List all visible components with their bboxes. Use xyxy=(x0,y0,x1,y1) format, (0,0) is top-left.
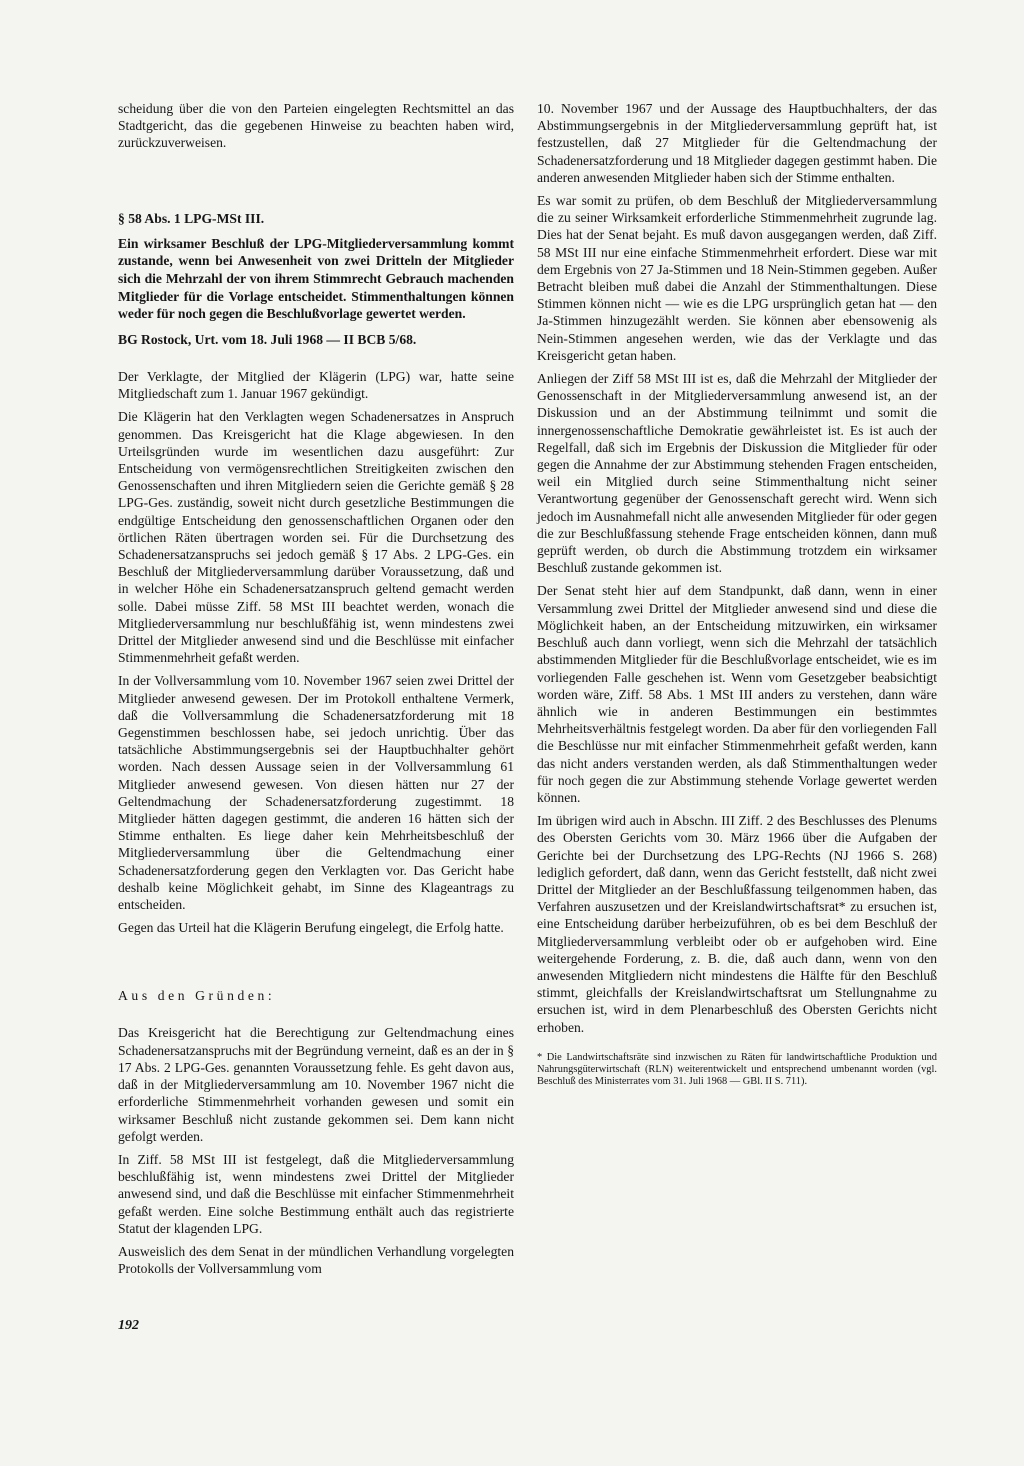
paragraph: Das Kreisgericht hat die Berechtigung zur Geltendmachung eines Schadenersatzanspruchs mit der Begründung verneint, daß es an der in § 17 Abs. 2 LPG-Ges. genannten Voraussetzung fehle. Es geht davon aus, daß in der Mitgliederversammlung am 10. November 1967 nicht die erforderliche Stimmenmehrheit vorhanden gewesen und somit ein wirksamer Beschluß nicht zustande gekommen sei. Dem kann nicht gefolgt werden. xyxy=(118,1025,514,1144)
page-number: 192 xyxy=(118,1318,139,1333)
paragraph: Anliegen der Ziff 58 MSt III ist es, daß die Mehrzahl der Mitglieder der Genossenschaft in der Mitgliederversammlung anwesend ist, an der Diskussion und an der Abstimmung teilnimmt und somit die innergenossenschaftliche Demokratie gewährleistet ist. Es ist auch der Regelfall, daß sich im Ergebnis der Diskussion die Mitglieder für oder gegen die Annahme der zur Abstimmung stehenden Fragen entscheiden, weil ein Mitglied durch seine Stimmenthaltung nicht seiner Verantwortung gegenüber der Genossenschaft gerecht wird. Wenn sich jedoch im Ausnahmefall nicht alle anwesenden Mitglieder für oder gegen die zur Beschlußfassung stehende Frage entscheiden können, dann muß geprüft werden, ob durch die Abstimmung trotzdem ein wirksamer Beschluß zustande gekommen ist. xyxy=(537,371,937,576)
section-heading: § 58 Abs. 1 LPG-MSt III. xyxy=(118,210,265,226)
paragraph: Im übrigen wird auch in Abschn. III Ziff. 2 des Beschlusses des Plenums des Obersten Gerichts vom 30. März 1966 über die Aufgaben der Gerichte bei der Durchsetzung des LPG-Rechts (NJ 1966 S. 268) lediglich gefordert, daß dann, wenn das Gericht feststellt, daß nicht zwei Drittel der Mitglieder an der Beschlußfassung teilgenommen haben, das Verfahren auszusetzen und der Kreislandwirtschaftsrat* zu ersuchen ist, eine Entscheidung darüber herbeizuführen, ob es bei dem Beschluß der Mitgliederversammlung verbleibt oder ob er aufgehoben wird. Eine weitergehende Forderung, z. B. die, daß auch dann, wenn von den anwesenden Mitgliedern nicht mindestens die Hälfte für den Beschluß stimmt, gleichfalls der Kreislandwirtschaftsrat um Stellungnahme zu ersuchen ist, wird in dem Plenarbeschluß des Obersten Gerichts nicht erhoben. xyxy=(537,813,937,1035)
citation: BG Rostock, Urt. vom 18. Juli 1968 — II BCB 5/68. xyxy=(118,331,417,347)
paragraph: 10. November 1967 und der Aussage des Hauptbuchhalters, der das Abstimmungsergebnis in der Mitgliederversammlung geprüft hat, ist festzustellen, daß 27 Mitglieder für die Geltendmachung der Schadenersatzforderung und 18 Mitglieder dagegen gestimmt haben. Die anderen anwesenden Mitglieder haben sich der Stimme enthalten. xyxy=(537,101,937,185)
right-column xyxy=(537,100,937,1088)
paragraph: Ausweislich des dem Senat in der mündlichen Verhandlung vorgelegten Protokolls der Vollversammlung vom xyxy=(118,1243,514,1277)
paragraph: In der Vollversammlung vom 10. November 1967 seien zwei Drittel der Mitglieder anwesend gewesen. Der im Protokoll enthaltene Vermerk, daß die Vollversammlung die Schadenersatzforderung mit 18 Gegenstimmen beschlossen habe, sei jedoch unrichtig. Über das tatsächliche Abstimmungsergebnis sei der Hauptbuchhalter gehört worden. Nach dessen Aussage seien in der Vollversammlung 61 Mitglieder anwesend gewesen. Von diesen hätten nur 27 der Geltendmachung der Schadenersatzforderung zugestimmt. 18 Mitglieder hätten dagegen gestimmt, die anderen 16 hätten sich der Stimme enthalten. Es liege daher kein Mehrheitsbeschluß der Mitgliederversammlung über die Geltendmachung einer Schadenersatzforderung gegen den Verklagten vor. Das Gericht habe deshalb keine Möglichkeit gehabt, im Sinne des Klageantrags zu entscheiden. xyxy=(118,673,514,913)
headnote: Ein wirksamer Beschluß der LPG-Mitgliederversammlung kommt zustande, wenn bei Anwesenheit von zwei Dritteln der Mitglieder sich die Mehrzahl der von ihrem Stimmrecht Gebrauch machenden Mitglieder für die Vorlage entscheidet. Stimmenthaltungen können weder für noch gegen die Beschlußvorlage gewertet werden. xyxy=(118,235,514,322)
intro-paragraph: scheidung über die von den Parteien eingelegten Rechtsmittel an das Stadtgericht, das die gegebenen Hinweise zu beachten haben wird, zurückzuverweisen. xyxy=(118,101,514,151)
paragraph: Es war somit zu prüfen, ob dem Beschluß der Mitgliederversammlung die zu seiner Wirksamkeit erforderliche Stimmenmehrheit zugrunde lag. Dies hat der Senat bejaht. Es muß davon ausgegangen werden, daß Ziff. 58 MSt III nur eine einfache Stimmenmehrheit erfordert. Diese war mit dem Ergebnis von 27 Ja-Stimmen und 18 Nein-Stimmen gegeben. Außer Betracht bleiben muß dabei die Anzahl der Stimmenthaltungen. Diese Stimmen können nicht — wie es die LPG ursprünglich getan hat — den Ja-Stimmen hinzugezählt werden. Sie können aber ebensowenig als Nein-Stimmen angesehen werden, wie das der Verklagte und das Kreisgericht getan haben. xyxy=(537,193,937,363)
paragraph: Gegen das Urteil hat die Klägerin Berufung eingelegt, die Erfolg hatte. xyxy=(118,920,504,936)
paragraph: In Ziff. 58 MSt III ist festgelegt, daß die Mitgliederversammlung beschlußfähig ist, wenn mindestens zwei Drittel der Mitglieder anwesend sind, und daß die Beschlüsse mit einfacher Stimmenmehrheit gefaßt werden. Eine solche Bestimmung enthält auch das registrierte Statut der klagenden LPG. xyxy=(118,1151,514,1236)
footnote: * Die Landwirtschaftsräte sind inzwischen zu Räten für landwirtschaftliche Produktion und Nahrungsgüterwirtschaft (RLN) weiterentwickelt und entsprechend umbenannt worden (vgl. Beschluß des Ministerrates vom 31. Juli 1968 — GBl. II S. 711). xyxy=(537,1051,937,1088)
left-column xyxy=(118,100,514,1283)
paragraph: Die Klägerin hat den Verklagten wegen Schadenersatzes in Anspruch genommen. Das Kreisgericht hat die Klage abgewiesen. In den Urteilsgründen wurde im wesentlichen dazu ausgeführt: Zur Entscheidung von vermögensrechtlichen Streitigkeiten zwischen den Genossenschaften und ihren Mitgliedern seien die Gerichte gemäß § 28 LPG-Ges. zuständig, soweit nicht durch gesetzliche Bestimmungen die endgültige Entscheidung den genossenschaftlichen Organen oder den örtlichen Räten übertragen worden sei. Für die Durchsetzung des Schadenersatzanspruchs sei jedoch gemäß § 17 Abs. 2 LPG-Ges. ein Beschluß der Mitgliederversammlung darüber Voraussetzung, daß und in welcher Höhe ein Schadenersatzanspruch geltend gemacht werden solle. Dabei müsse Ziff. 58 MSt III beachtet werden, wonach die Mitgliederversammlung nur beschlußfähig ist, wenn mindestens zwei Drittel der Mitglieder anwesend sind und die Beschlüsse mit einfacher Stimmenmehrheit gefaßt werden. xyxy=(118,409,514,666)
grounds-title: Aus den Gründen: xyxy=(118,988,276,1004)
paragraph: Der Verklagte, der Mitglied der Klägerin (LPG) war, hatte seine Mitgliedschaft zum 1. Januar 1967 gekündigt. xyxy=(118,368,514,402)
paragraph: Der Senat steht hier auf dem Standpunkt, daß dann, wenn in einer Versammlung zwei Drittel der Mitglieder anwesend sind und diese die Möglichkeit haben, an der Entscheidung mitzuwirken, ein wirksamer Beschluß auch dann vorliegt, wenn sich die Mehrzahl der tatsächlich abstimmenden Mitglieder für die Beschlußvorlage entscheidet, wie es im vorliegenden Falle geschehen ist. Wenn vom Gesetzgeber beabsichtigt worden wäre, Ziff. 58 Abs. 1 MSt III anders zu verstehen, dann wäre ähnlich wie in anderen Bestimmungen ein bestimmtes Mehrheitsverhältnis festgelegt worden. Da aber für den vorliegenden Fall die Beschlüsse nur mit einfacher Stimmenmehrheit gefaßt werden, kann das nicht anders verstanden werden, als daß Stimmenthaltungen weder für noch gegen die zur Abstimmung stehende Vorlage gewertet werden können. xyxy=(537,583,937,805)
